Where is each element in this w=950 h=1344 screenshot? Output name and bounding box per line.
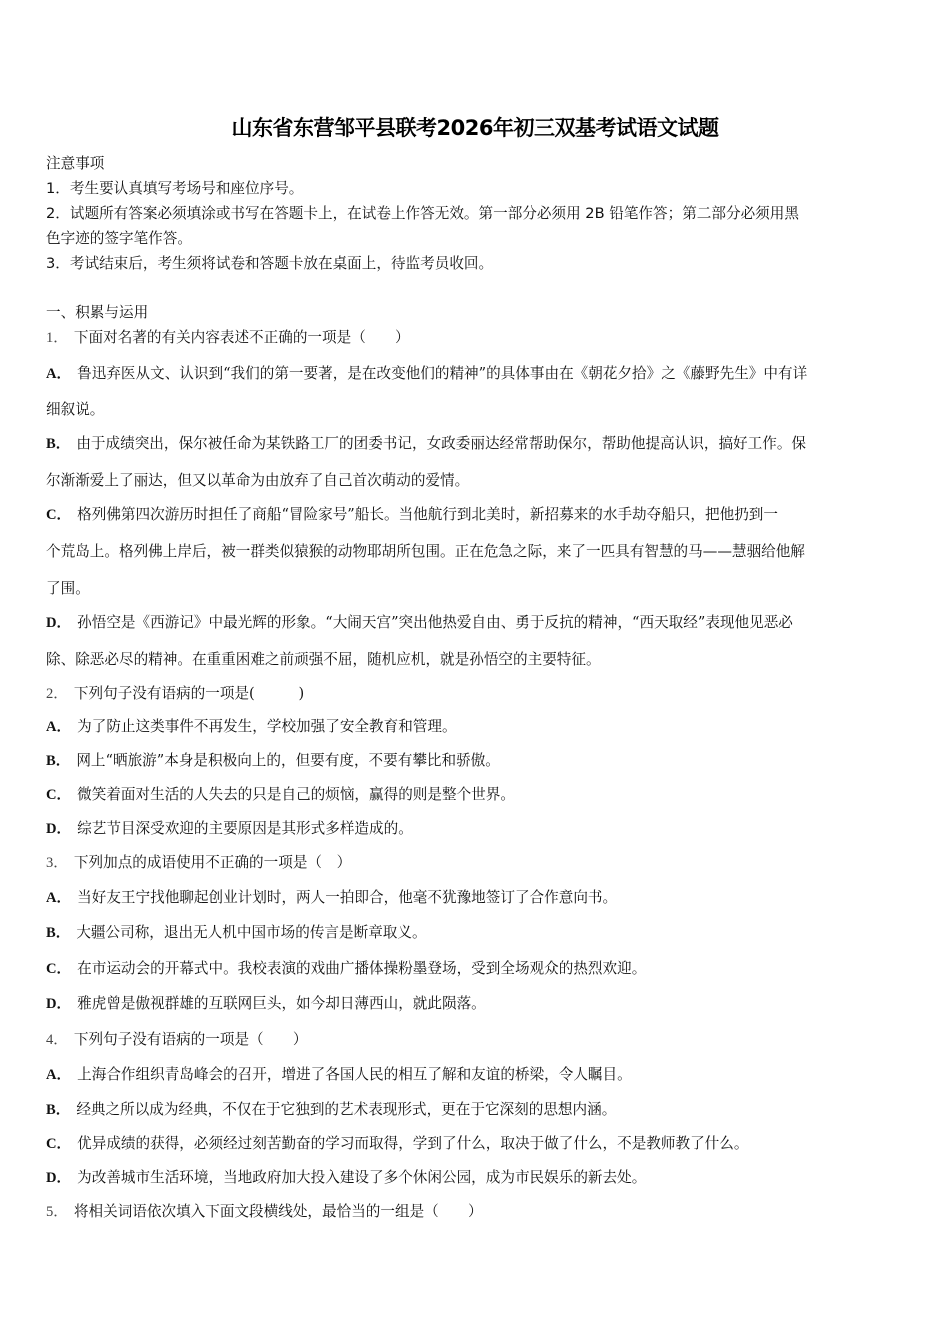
option-label: B． bbox=[46, 753, 71, 769]
option-4b bbox=[46, 1098, 616, 1119]
option-label: C． bbox=[46, 1136, 72, 1152]
option-3c bbox=[46, 957, 646, 978]
option-label: A． bbox=[46, 1067, 72, 1083]
option-2d bbox=[46, 817, 413, 838]
option-4a bbox=[46, 1063, 632, 1084]
question-stem: 下面对名著的有关内容表述不正确的一项是（ ） bbox=[73, 329, 410, 346]
notice-item: 3．考试结束后，考生须将试卷和答题卡放在桌面上，待监考员收回。 bbox=[46, 255, 494, 272]
option-1d-cont: 除、除恶必尽的精神。在重重困难之前顽强不屈，随机应机，就是孙悟空的主要特征。 bbox=[46, 651, 601, 668]
option-2c bbox=[46, 783, 515, 804]
option-3d bbox=[46, 992, 486, 1013]
option-text: 大疆公司称，退出无人机中国市场的传言是断章取义。 bbox=[76, 924, 427, 941]
option-label: C． bbox=[46, 507, 72, 523]
option-label: C． bbox=[46, 961, 72, 977]
option-2b bbox=[46, 749, 500, 770]
question-2 bbox=[46, 682, 304, 703]
option-2a bbox=[46, 715, 457, 736]
option-text: 综艺节目深受欢迎的主要原因是其形式多样造成的。 bbox=[77, 820, 413, 837]
page-title: 山东省东营邹平县联考2026年初三双基考试语文试题 bbox=[231, 116, 719, 140]
question-3 bbox=[46, 851, 351, 872]
option-1b bbox=[46, 432, 806, 453]
question-number: 1． bbox=[46, 330, 68, 346]
question-1 bbox=[46, 326, 410, 347]
notice-item: 1．考生要认真填写考场号和座位序号。 bbox=[46, 180, 304, 197]
question-number: 5． bbox=[46, 1204, 68, 1220]
option-label: B． bbox=[46, 925, 71, 941]
option-4d bbox=[46, 1166, 646, 1187]
section-heading: 一、积累与运用 bbox=[46, 304, 149, 321]
option-label: B． bbox=[46, 1102, 71, 1118]
option-3b bbox=[46, 921, 427, 942]
option-text: 为改善城市生活环境，当地政府加大投入建设了多个休闲公园，成为市民娱乐的新去处。 bbox=[77, 1169, 647, 1186]
question-stem: 将相关词语依次填入下面文段横线处，最恰当的一组是（ ） bbox=[73, 1203, 483, 1220]
question-stem: 下列句子没有语病的一项是( ) bbox=[73, 685, 305, 702]
option-text: 鲁迅弃医从文、认识到“我们的第一要著，是在改变他们的精神”的具体事由在《朝花夕拾》之《藤野先生》中有详 bbox=[77, 365, 808, 382]
option-1c-cont: 了围。 bbox=[46, 580, 90, 597]
option-text: 经典之所以成为经典，不仅在于它独到的艺术表现形式，更在于它深刻的思想内涵。 bbox=[76, 1101, 617, 1118]
option-text: 网上“晒旅游”本身是积极向上的，但要有度，不要有攀比和骄傲。 bbox=[76, 752, 500, 769]
notice-item: 2．试题所有答案必须填涂或书写在答题卡上，在试卷上作答无效。第一部分必须用 2B 铅笔作答；第二部分必须用黑 bbox=[46, 205, 799, 222]
option-label: C． bbox=[46, 787, 72, 803]
option-label: D． bbox=[46, 615, 72, 631]
option-1c-cont: 个荒岛上。格列佛上岸后，被一群类似猿猴的动物耶胡所包围。正在危急之际，来了一匹具有智慧的马——慧骃给他解 bbox=[46, 543, 805, 560]
notice-heading: 注意事项 bbox=[46, 155, 105, 172]
option-text: 优异成绩的获得，必须经过刻苦勤奋的学习而取得，学到了什么，取决于做了什么，不是教师教了什么。 bbox=[77, 1135, 749, 1152]
option-1c bbox=[46, 503, 778, 524]
option-label: A． bbox=[46, 366, 72, 382]
question-number: 4． bbox=[46, 1032, 68, 1048]
option-text: 微笑着面对生活的人失去的只是自己的烦恼，赢得的则是整个世界。 bbox=[77, 786, 515, 803]
option-label: A． bbox=[46, 890, 72, 906]
option-1a bbox=[46, 362, 807, 383]
option-text: 在市运动会的开幕式中。我校表演的戏曲广播体操粉墨登场，受到全场观众的热烈欢迎。 bbox=[77, 960, 647, 977]
question-stem: 下列句子没有语病的一项是（ ） bbox=[73, 1031, 308, 1048]
option-text: 为了防止这类事件不再发生，学校加强了安全教育和管理。 bbox=[77, 718, 457, 735]
option-text: 上海合作组织青岛峰会的召开，增进了各国人民的相互了解和友谊的桥梁，令人瞩目。 bbox=[77, 1066, 632, 1083]
question-stem: 下列加点的成语使用不正确的一项是（ ） bbox=[73, 854, 352, 871]
question-4 bbox=[46, 1028, 307, 1049]
option-label: A． bbox=[46, 719, 72, 735]
option-text: 格列佛第四次游历时担任了商船“冒险家号”船长。当他航行到北美时，新招募来的水手劫夺船只，把他扔到一 bbox=[77, 506, 778, 523]
option-3a bbox=[46, 886, 617, 907]
option-text: 雅虎曾是傲视群雄的互联网巨头，如今却日薄西山，就此陨落。 bbox=[77, 995, 486, 1012]
option-label: D． bbox=[46, 1170, 72, 1186]
question-number: 3． bbox=[46, 855, 68, 871]
question-number: 2． bbox=[46, 686, 68, 702]
option-1d bbox=[46, 611, 793, 632]
option-label: D． bbox=[46, 996, 72, 1012]
question-5 bbox=[46, 1200, 483, 1221]
option-1b-cont: 尔渐渐爱上了丽达，但又以革命为由放弃了自己首次萌动的爱情。 bbox=[46, 472, 470, 489]
option-text: 由于成绩突出，保尔被任命为某铁路工厂的团委书记，女政委丽达经常帮助保尔，帮助他提高认识，搞好工作。保 bbox=[76, 435, 807, 452]
option-1a-cont: 细叙说。 bbox=[46, 401, 105, 418]
option-label: B． bbox=[46, 436, 71, 452]
option-4c bbox=[46, 1132, 748, 1153]
notice-item: 色字迹的签字笔作答。 bbox=[46, 230, 192, 247]
option-text: 孙悟空是《西游记》中最光辉的形象。“大闹天宫”突出他热爱自由、勇于反抗的精神，“西天取经”表现他见恶必 bbox=[77, 614, 793, 631]
option-text: 当好友王宁找他聊起创业计划时，两人一拍即合，他毫不犹豫地签订了合作意向书。 bbox=[77, 889, 618, 906]
option-label: D． bbox=[46, 821, 72, 837]
